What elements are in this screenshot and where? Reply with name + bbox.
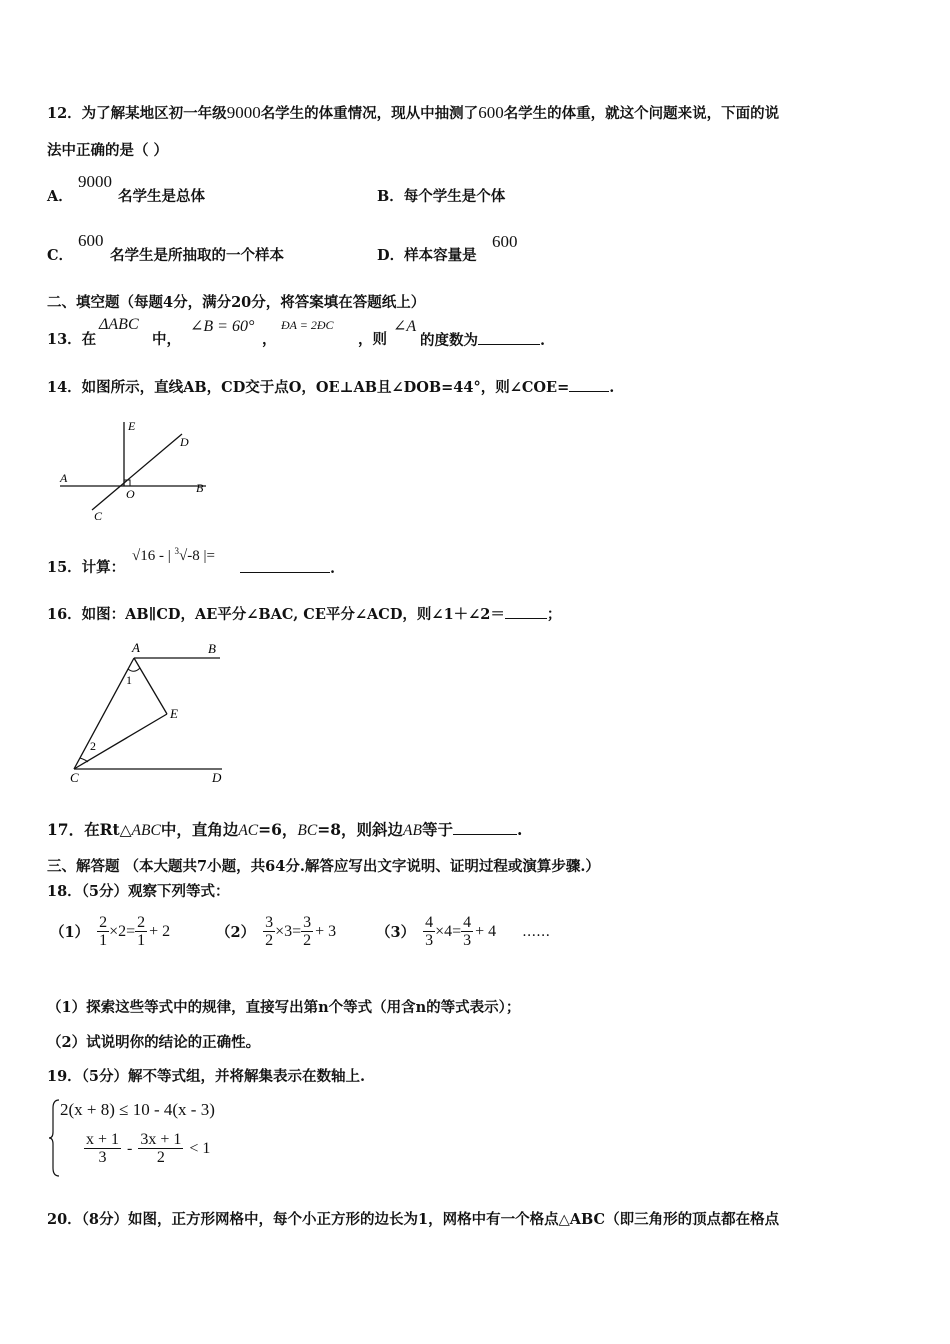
q16-answer-blank[interactable] <box>505 604 547 619</box>
q13-angle-a: ∠A <box>393 318 417 335</box>
q12-option-c: C． <box>47 247 74 264</box>
q15-suffix: . <box>240 558 335 579</box>
label-c: C <box>94 509 103 523</box>
section-3-title: 三、解答题 （本大题共7小题，共64分.解答应写出文字说明、证明过程或演算步骤.） <box>47 858 600 875</box>
q13-mid2: ，则 <box>358 331 387 348</box>
q17-answer-blank[interactable] <box>453 820 517 835</box>
q15-expression: √16 - | $^3$√-8 |= <box>132 546 215 564</box>
q18-part-1: （1）探索这些等式中的规律，直接写出第n个等式（用含n的等式表示）； <box>47 999 521 1016</box>
label-b: B <box>196 481 204 495</box>
q13-angle-b: ∠B = 60° <box>190 318 255 335</box>
label-angle-1: 1 <box>126 673 132 687</box>
label-angle-2: 2 <box>90 739 96 753</box>
q15-prefix: 15．计算： <box>47 559 126 576</box>
line-ac <box>74 658 134 769</box>
q19-inequality-1: 2(x + 8) ≤ 10 - 4(x - 3) <box>60 1100 215 1119</box>
line-ce <box>74 714 167 769</box>
q19-inequality-2: $\frac{x + 1}{3}$ - $\frac{3x + 1}{2}$ < 1 <box>86 1131 211 1166</box>
q12-option-d-number: 600 <box>492 232 518 251</box>
label-a: A <box>60 471 68 485</box>
q18-head: 18．（5分）观察下列等式： <box>47 883 230 900</box>
q13-comma: ， <box>262 331 277 348</box>
q18-equation-3: （3） $\frac{4}{3}$ ×4= $\frac{4}{3}$ + 4 …… <box>376 914 551 949</box>
q13-answer-blank[interactable] <box>478 330 540 345</box>
q12-option-c-text: 名学生是所抽取的一个样本 <box>110 247 284 264</box>
number-600: 600 <box>478 103 504 122</box>
label-a: A <box>132 640 140 655</box>
q12-option-c-number: 600 <box>78 231 104 250</box>
q13-mid1: 中， <box>152 331 181 348</box>
q13-suffix: 的度数为 . <box>420 332 546 349</box>
q18-part-2: （2）试说明你的结论的正确性。 <box>47 1034 261 1051</box>
q14-text: 14．如图所示，直线AB，CD交于点O，OE⊥AB且∠DOB=44°，则∠COE= . <box>47 379 615 396</box>
label-e: E <box>128 419 136 433</box>
label-c: C <box>70 770 79 785</box>
q12-option-a-text: 名学生是总体 <box>118 188 205 205</box>
angle-2-arc <box>80 758 88 762</box>
line-cd <box>92 434 182 510</box>
label-d: D <box>212 770 222 785</box>
section-2-title: 二、填空题（每题4分，满分20分，将答案填在答题纸上） <box>47 294 426 311</box>
label-o: O <box>126 487 135 501</box>
q12-option-b: B．每个学生是个体 <box>377 188 506 205</box>
q16-text: 16．如图：AB∥CD，AE平分∠BAC, CE平分∠ACD，则∠1＋∠2＝ ； <box>47 606 562 623</box>
q12-option-a: A． <box>47 188 73 205</box>
q16-figure <box>62 636 232 786</box>
q18-equation-2: （2） $\frac{3}{2}$ ×3= $\frac{3}{2}$ + 3 <box>216 914 337 949</box>
label-d: D <box>180 435 189 449</box>
q12-option-a-number: 9000 <box>78 172 112 191</box>
number-9000: 9000 <box>226 103 261 122</box>
q17-text: 17．在Rt△ABC中，直角边AC=6，BC=8，则斜边AB等于 . <box>47 820 523 839</box>
label-e: E <box>170 706 178 721</box>
q13-prefix: 13．在 <box>47 331 97 348</box>
q13-triangle: ΔABC <box>99 316 139 333</box>
label-b: B <box>208 641 216 656</box>
q19-head: 19．（5分）解不等式组，并将解集表示在数轴上. <box>47 1068 366 1085</box>
q12-line2: 法中正确的是（ ） <box>47 142 169 159</box>
q15-answer-blank[interactable] <box>240 558 330 573</box>
q12-line1: 12．为了解某地区初一年级9000名学生的体重情况，现从中抽测了600名学生的体重，就这个问题来说，下面的说 <box>47 103 780 122</box>
q14-figure <box>54 418 214 526</box>
q14-answer-blank[interactable] <box>569 377 609 392</box>
line-ae <box>134 658 167 714</box>
q12-option-d: D．样本容量是 <box>377 247 477 264</box>
angle-1-arc <box>128 668 140 671</box>
q20-text: 20．（8分）如图，正方形网格中，每个小正方形的边长为1，网格中有一个格点△ABC（即三角形的顶点都在格点 <box>47 1211 780 1228</box>
q18-equation-1: （1） $\frac{2}{1}$ ×2= $\frac{2}{1}$ + 2 <box>50 914 171 949</box>
q13-relation: ÐA = 2ÐC <box>281 318 334 332</box>
